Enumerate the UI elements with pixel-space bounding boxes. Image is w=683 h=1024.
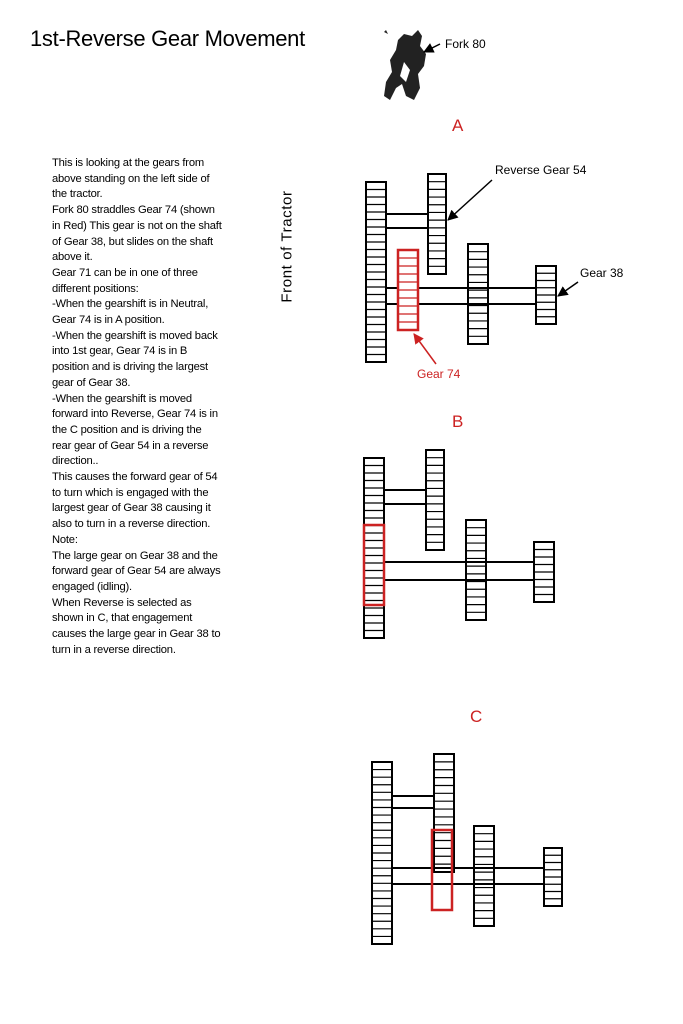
gear-74-label: Gear 74 [417, 367, 461, 381]
gear-54-shaft [384, 490, 426, 504]
desc-para-9: The large gear on Gear 38 and the forward gear of Gear 54 are always engaged (idling). [52, 549, 221, 593]
gear-38-shaft [384, 562, 534, 580]
gear-38-label: Gear 38 [580, 266, 624, 280]
reverse-gear-54-label: Reverse Gear 54 [495, 163, 587, 177]
fork-80-label: Fork 80 [445, 37, 486, 51]
desc-para-6: -When the gearshift is moved forward into Reverse, Gear 74 is in the C position and is driving the rear gear of Gear 54 in a reverse direction.. [52, 392, 218, 468]
front-of-tractor-label: Front of Tractor [278, 190, 296, 303]
desc-para-10: When Reverse is selected as shown in C, that engagement causes the large gear in Gear 38 to turn in a reverse direction. [52, 596, 221, 656]
section-c-label: C [470, 707, 483, 726]
desc-para-3: Gear 71 can be in one of three different positions: [52, 266, 198, 295]
desc-para-4: -When the gearshift is in Neutral, Gear 74 is in A position. [52, 298, 209, 327]
diagram-c [372, 754, 562, 944]
desc-para-7: This causes the forward gear of 54 to turn which is engaged with the largest gear of Gear 38 causing it also to turn in a reverse direction. [52, 471, 218, 531]
fork-80-image [384, 30, 426, 100]
reverse-gear-pointer [448, 180, 492, 220]
desc-para-1: This is looking at the gears from above standing on the left side of the tractor. [52, 157, 210, 201]
gear-54-shaft [386, 214, 428, 228]
fork-pointer [424, 44, 440, 52]
gear-54-shaft [392, 796, 434, 808]
diagram-b [364, 450, 554, 638]
gear-74-pointer [414, 334, 436, 364]
section-b-label: B [452, 412, 464, 431]
desc-note-heading: Note: [52, 533, 78, 546]
page-title: 1st-Reverse Gear Movement [30, 26, 305, 51]
section-a-label: A [452, 116, 464, 135]
gear-38-shaft [392, 868, 544, 884]
desc-para-5: -When the gearshift is moved back into 1st gear, Gear 74 is in B position and is driving the largest gear of Gear 38. [52, 329, 218, 389]
desc-para-2: Fork 80 straddles Gear 74 (shown in Red) This gear is not on the shaft of Gear 38, but slides on the shaft above it. [52, 204, 222, 264]
diagram-a [366, 174, 556, 362]
gear-38-pointer [558, 282, 578, 296]
